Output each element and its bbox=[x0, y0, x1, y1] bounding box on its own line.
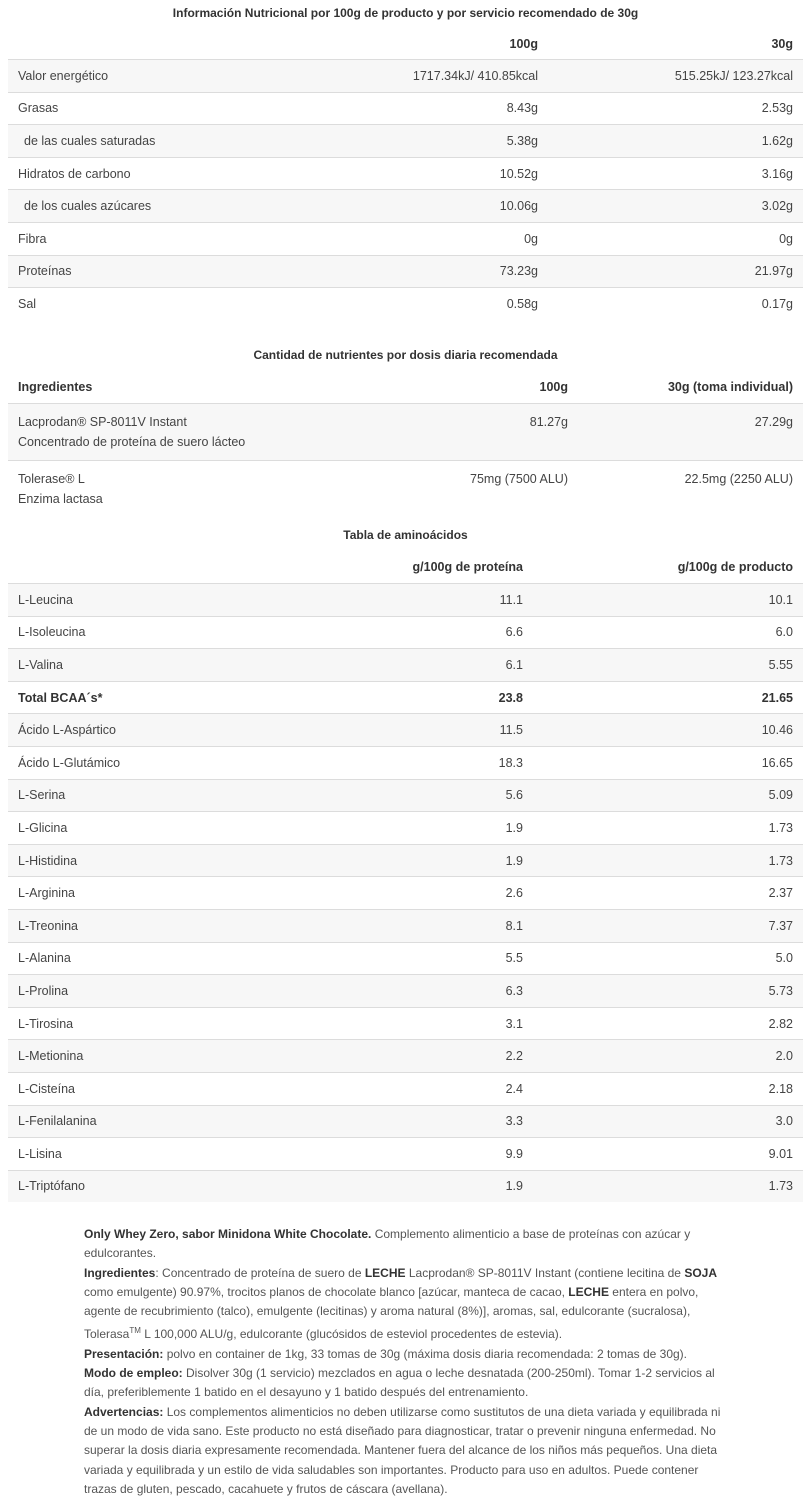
amino-header-row bbox=[8, 551, 803, 584]
amino-value-product: 16.65 bbox=[533, 746, 803, 779]
product-warnings bbox=[84, 1403, 724, 1499]
amino-label: L-Metionina bbox=[8, 1040, 278, 1073]
amino-label: L-Arginina bbox=[8, 877, 278, 910]
nutrient-label: de los cuales azúcares bbox=[8, 190, 278, 223]
amino-label: L-Histidina bbox=[8, 844, 278, 877]
ingredients-text: entera en polvo, agente de recubrimiento (talco), emulgente (lecitinas) y aroma natural (8%)], aromas, sal, edulcorante (sucralosa), Tolerasa bbox=[84, 1284, 699, 1342]
amino-caption: Tabla de aminoácidos bbox=[343, 528, 468, 542]
ingredient-cell bbox=[8, 461, 378, 518]
ingredient-value-100g: 81.27g bbox=[378, 404, 578, 461]
warnings-label: Advertencias: bbox=[84, 1404, 164, 1419]
amino-value-product: 21.65 bbox=[533, 681, 803, 714]
nutrient-value-100g: 1717.34kJ/ 410.85kcal bbox=[278, 60, 548, 93]
nutrition-row bbox=[8, 222, 803, 255]
ingredients-text: : Concentrado de proteína de suero de bbox=[155, 1265, 365, 1280]
nutrition-row bbox=[8, 255, 803, 288]
product-usage bbox=[84, 1364, 724, 1403]
ingredient-value-30g: 22.5mg (2250 ALU) bbox=[578, 461, 803, 518]
nutrition-header-label bbox=[8, 28, 278, 60]
product-name: Only Whey Zero, sabor Minidona White Chocolate. bbox=[84, 1227, 372, 1241]
daily-row bbox=[8, 461, 803, 518]
trademark-superscript: TM bbox=[129, 1326, 141, 1336]
nutrient-label: Grasas bbox=[8, 92, 278, 125]
nutrient-value-30g: 21.97g bbox=[548, 255, 803, 288]
presentation-text: polvo en container de 1kg, 33 tomas de 30g (máxima dosis diaria recomendada: 2 tomas de 30g). bbox=[163, 1346, 687, 1361]
amino-label: Ácido L-Aspártico bbox=[8, 714, 278, 747]
amino-value-product: 1.73 bbox=[533, 844, 803, 877]
amino-row bbox=[8, 649, 803, 682]
amino-value-product: 5.09 bbox=[533, 779, 803, 812]
daily-dose-table bbox=[8, 371, 803, 517]
ingredient-name: Lacprodan® SP-8011V Instant bbox=[18, 415, 187, 429]
amino-value-protein: 23.8 bbox=[278, 681, 533, 714]
nutrient-label: Sal bbox=[8, 288, 278, 320]
nutrition-row bbox=[8, 92, 803, 125]
amino-value-product: 10.46 bbox=[533, 714, 803, 747]
ingredients-text: Lacprodan® SP-8011V Instant (contiene lecitina de bbox=[405, 1265, 685, 1280]
amino-value-product: 6.0 bbox=[533, 616, 803, 649]
amino-value-protein: 11.5 bbox=[278, 714, 533, 747]
amino-label: L-Alanina bbox=[8, 942, 278, 975]
amino-value-protein: 3.3 bbox=[278, 1105, 533, 1138]
amino-table bbox=[8, 551, 803, 1202]
nutrition-row bbox=[8, 288, 803, 320]
amino-label: L-Tirosina bbox=[8, 1007, 278, 1040]
amino-value-protein: 11.1 bbox=[278, 584, 533, 617]
amino-label: Ácido L-Glutámico bbox=[8, 746, 278, 779]
nutrient-value-30g: 1.62g bbox=[548, 125, 803, 158]
daily-header-ingredients: Ingredientes bbox=[8, 371, 378, 404]
amino-row bbox=[8, 909, 803, 942]
ingredient-value-100g: 75mg (7500 ALU) bbox=[378, 461, 578, 518]
amino-row bbox=[8, 877, 803, 910]
nutrient-value-100g: 0g bbox=[278, 222, 548, 255]
nutrition-header-100g: 100g bbox=[509, 36, 538, 51]
amino-value-protein: 2.2 bbox=[278, 1040, 533, 1073]
amino-row bbox=[8, 844, 803, 877]
amino-row bbox=[8, 1040, 803, 1073]
amino-header-product: g/100g de producto bbox=[677, 560, 793, 574]
amino-value-product: 2.37 bbox=[533, 877, 803, 910]
nutrition-header-row bbox=[8, 28, 803, 60]
nutrient-value-30g: 0.17g bbox=[548, 288, 803, 320]
amino-header-protein: g/100g de proteína bbox=[412, 560, 523, 574]
amino-label: L-Prolina bbox=[8, 975, 278, 1008]
amino-value-protein: 1.9 bbox=[278, 844, 533, 877]
nutrient-value-30g: 3.02g bbox=[548, 190, 803, 223]
amino-value-product: 10.1 bbox=[533, 584, 803, 617]
daily-header-100g: 100g bbox=[378, 371, 578, 404]
ingredient-name: Tolerase® L bbox=[18, 472, 85, 486]
amino-value-protein: 5.6 bbox=[278, 779, 533, 812]
nutrition-header-30g: 30g bbox=[771, 36, 793, 51]
amino-row bbox=[8, 1007, 803, 1040]
amino-label: Total BCAA´s* bbox=[8, 681, 278, 714]
nutrient-value-100g: 0.58g bbox=[278, 288, 548, 320]
ingredient-cell bbox=[8, 404, 378, 461]
nutrition-row bbox=[8, 190, 803, 223]
amino-value-protein: 6.3 bbox=[278, 975, 533, 1008]
usage-text: Disolver 30g (1 servicio) mezclados en agua o leche desnatada (200-250ml). Tomar 1-2 servicios al día, preferiblemente 1 batido en el desayuno y 1 batido después del entrenamiento. bbox=[84, 1366, 715, 1400]
nutrient-value-100g: 73.23g bbox=[278, 255, 548, 288]
amino-value-protein: 1.9 bbox=[278, 1170, 533, 1202]
warnings-text: Los complementos alimenticios no deben utilizarse como sustitutos de una dieta variada y equilibrada ni de un modo de vida sano. Este producto no está diseñado para diagnosticar, tratar o prevenir ninguna enfermedad. No superar la dosis diaria expresamente recomendada. Mantener fuera del alcance de los niños más pequeños. Una dieta variada y equilibrada y un estilo de vida saludables son importantes. Producto para uso en adultos. Puede contener trazas de gluten, pescado, cacahuete y frutos de cáscara (avellana). bbox=[84, 1404, 721, 1496]
amino-row bbox=[8, 812, 803, 845]
nutrition-caption: Información Nutricional por 100g de producto y por servicio recomendado de 30g bbox=[172, 6, 639, 20]
product-presentation bbox=[84, 1345, 724, 1364]
amino-value-protein: 6.1 bbox=[278, 649, 533, 682]
ingredients-text: como emulgente) 90.97%, trocitos planos de chocolate blanco [azúcar, manteca de cacao, bbox=[84, 1284, 569, 1299]
nutrient-label: Proteínas bbox=[8, 255, 278, 288]
amino-value-product: 3.0 bbox=[533, 1105, 803, 1138]
nutrition-table bbox=[8, 28, 803, 320]
amino-value-protein: 1.9 bbox=[278, 812, 533, 845]
nutrition-row bbox=[8, 60, 803, 93]
nutrient-value-100g: 10.52g bbox=[278, 157, 548, 190]
amino-row bbox=[8, 779, 803, 812]
amino-value-product: 2.18 bbox=[533, 1072, 803, 1105]
usage-label: Modo de empleo: bbox=[84, 1366, 183, 1381]
ingredients-label: Ingredientes bbox=[84, 1265, 156, 1280]
amino-value-product: 5.55 bbox=[533, 649, 803, 682]
nutrient-value-100g: 5.38g bbox=[278, 125, 548, 158]
amino-label: L-Valina bbox=[8, 649, 278, 682]
amino-row bbox=[8, 681, 803, 714]
amino-row bbox=[8, 1170, 803, 1202]
amino-label: L-Lisina bbox=[8, 1138, 278, 1171]
product-description bbox=[84, 1225, 724, 1499]
product-ingredients bbox=[84, 1264, 724, 1345]
amino-row bbox=[8, 746, 803, 779]
daily-caption: Cantidad de nutrientes por dosis diaria recomendada bbox=[253, 348, 558, 362]
amino-value-product: 1.73 bbox=[533, 812, 803, 845]
amino-label: L-Fenilalanina bbox=[8, 1105, 278, 1138]
amino-row bbox=[8, 1072, 803, 1105]
amino-row bbox=[8, 1138, 803, 1171]
nutrition-row bbox=[8, 125, 803, 158]
amino-row bbox=[8, 584, 803, 617]
allergen-milk: LECHE bbox=[364, 1265, 406, 1280]
amino-value-protein: 6.6 bbox=[278, 616, 533, 649]
nutrient-label: de las cuales saturadas bbox=[8, 125, 278, 158]
nutrient-value-30g: 0g bbox=[548, 222, 803, 255]
amino-value-product: 2.82 bbox=[533, 1007, 803, 1040]
amino-label: L-Isoleucina bbox=[8, 616, 278, 649]
nutrient-label: Valor energético bbox=[8, 60, 278, 93]
amino-value-product: 7.37 bbox=[533, 909, 803, 942]
nutrient-value-100g: 10.06g bbox=[278, 190, 548, 223]
nutrient-value-100g: 8.43g bbox=[278, 92, 548, 125]
amino-value-protein: 8.1 bbox=[278, 909, 533, 942]
amino-row bbox=[8, 616, 803, 649]
ingredient-description: Concentrado de proteína de suero lácteo bbox=[18, 435, 246, 449]
amino-label: L-Treonina bbox=[8, 909, 278, 942]
amino-row bbox=[8, 714, 803, 747]
amino-label: L-Serina bbox=[8, 779, 278, 812]
ingredient-description: Enzima lactasa bbox=[18, 492, 103, 506]
allergen-milk: LECHE bbox=[568, 1284, 609, 1299]
daily-row bbox=[8, 404, 803, 461]
daily-header-30g: 30g (toma individual) bbox=[578, 371, 803, 404]
amino-label: L-Cisteína bbox=[8, 1072, 278, 1105]
ingredient-value-30g: 27.29g bbox=[578, 404, 803, 461]
amino-label: L-Leucina bbox=[8, 584, 278, 617]
nutrient-value-30g: 3.16g bbox=[548, 157, 803, 190]
amino-value-protein: 3.1 bbox=[278, 1007, 533, 1040]
nutrient-value-30g: 2.53g bbox=[548, 92, 803, 125]
amino-value-protein: 18.3 bbox=[278, 746, 533, 779]
amino-value-product: 5.0 bbox=[533, 942, 803, 975]
amino-value-protein: 9.9 bbox=[278, 1138, 533, 1171]
amino-value-protein: 2.6 bbox=[278, 877, 533, 910]
amino-label: L-Glicina bbox=[8, 812, 278, 845]
amino-row bbox=[8, 1105, 803, 1138]
nutrient-label: Fibra bbox=[8, 222, 278, 255]
daily-header-row bbox=[8, 371, 803, 404]
amino-value-product: 5.73 bbox=[533, 975, 803, 1008]
amino-value-product: 1.73 bbox=[533, 1170, 803, 1202]
ingredients-text: L 100,000 ALU/g, edulcorante (glucósidos de esteviol procedentes de estevia). bbox=[140, 1327, 563, 1342]
amino-value-protein: 5.5 bbox=[278, 942, 533, 975]
amino-value-product: 2.0 bbox=[533, 1040, 803, 1073]
amino-value-product: 9.01 bbox=[533, 1138, 803, 1171]
amino-row bbox=[8, 942, 803, 975]
presentation-label: Presentación: bbox=[84, 1346, 164, 1361]
amino-row bbox=[8, 975, 803, 1008]
nutrient-label: Hidratos de carbono bbox=[8, 157, 278, 190]
product-intro bbox=[84, 1225, 724, 1264]
allergen-soy: SOJA bbox=[684, 1265, 717, 1280]
nutrition-row bbox=[8, 157, 803, 190]
amino-header-label bbox=[8, 551, 278, 584]
product-summary: Complemento alimenticio a base de proteínas con azúcar y edulcorantes. bbox=[84, 1227, 691, 1261]
amino-value-protein: 2.4 bbox=[278, 1072, 533, 1105]
nutrient-value-30g: 515.25kJ/ 123.27kcal bbox=[548, 60, 803, 93]
amino-label: L-Triptófano bbox=[8, 1170, 278, 1202]
